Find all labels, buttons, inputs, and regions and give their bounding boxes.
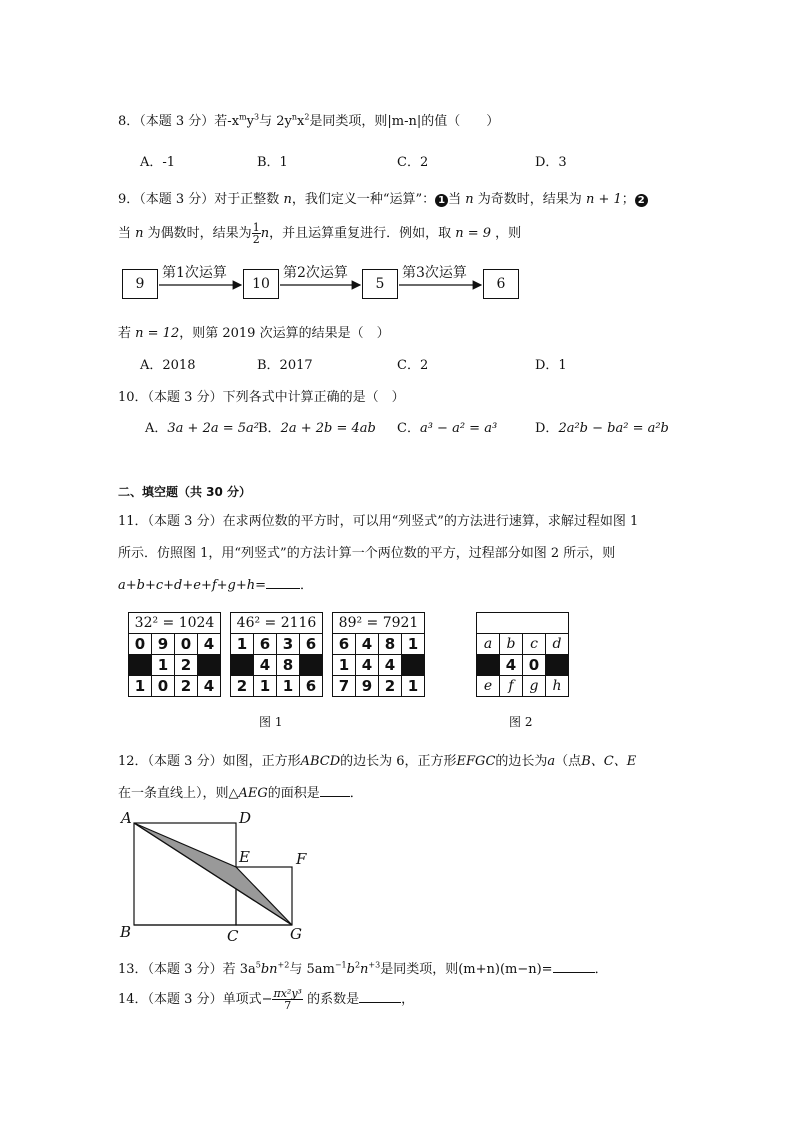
- fig1-caption: 图 1: [259, 715, 283, 729]
- grid-header: 32² = 1024: [129, 613, 221, 634]
- flow-label-2: 第2次运算: [283, 265, 348, 281]
- flow-box-4: 6: [483, 269, 519, 299]
- flow-arrows: [0, 0, 794, 320]
- fig2-grid: a b c d 4 0 e f g h: [476, 612, 569, 697]
- grid-header: 46² = 2116: [231, 613, 323, 634]
- label-a: A: [121, 809, 132, 827]
- label-g: G: [290, 925, 302, 943]
- q8-text: x: [296, 114, 305, 129]
- q12-line2: 在一条直线上），则△AEG的面积是 ．: [118, 786, 363, 801]
- section-title: 二、填空题（共 30 分）: [118, 485, 252, 499]
- q9-option-c[interactable]: C．2: [397, 358, 429, 373]
- answer-blank: [266, 588, 300, 589]
- q13-stem: 13．（本题 3 分）若 $3a^5bn^{+2}$与 $5am^{-1}b^2n^{+3}$是同类项，则(m+n)(m−n)= ．: [118, 960, 608, 977]
- q9-option-b[interactable]: B．2017: [257, 358, 313, 373]
- q8-option-c[interactable]: C．2: [397, 155, 429, 170]
- fraction-monomial: $\frac{\text{πx²y³}}{7}$: [273, 987, 302, 1012]
- q8-text: 8．（本题 3 分）若-x: [118, 114, 240, 129]
- q14-stem: 14．（本题 3 分）单项式− $\frac{\text{πx²y³}}{7}$ 的系数是 ，: [118, 987, 415, 1012]
- q9-line2: 当 n 为偶数时，结果为 $\frac{1}{2}$ n，并且运算重复进行．例如，取 n = 9 ，则: [118, 221, 522, 246]
- q8-option-a[interactable]: A．-1: [140, 155, 176, 170]
- label-e: E: [239, 848, 250, 866]
- fig2-caption: 图 2: [509, 715, 533, 729]
- square-figure: [110, 808, 320, 948]
- q11-line2: 所示．仿照图 1，用“列竖式”的方法计算一个两位数的平方，过程部分如图 2 所示，则: [118, 546, 616, 561]
- label-f: F: [296, 850, 307, 868]
- q8-sup: m: [239, 112, 247, 122]
- q10-option-b[interactable]: B．2a + 2b = 4ab: [258, 421, 376, 436]
- flow-label-3: 第3次运算: [402, 265, 467, 281]
- fig1-grid-1: 32² = 1024 0 9 0 4 1 2 1 0 2 4: [128, 612, 221, 697]
- fig1-grid-2: 46² = 2116 1 6 3 6 4 8 2 1 1 6: [230, 612, 323, 697]
- q9-line3: 若 n = 12，则第 2019 次运算的结果是（ ）: [118, 326, 390, 341]
- q11-line1: 11．（本题 3 分）在求两位数的平方时，可以用“列竖式”的方法进行速算，求解过程如图 1: [118, 514, 639, 529]
- q8-option-d[interactable]: D．3: [535, 155, 567, 170]
- answer-blank: [320, 796, 350, 797]
- q8-text: 是同类项，则|m-n|的值（ ）: [309, 114, 500, 129]
- fraction-half: $\frac{1}{2}$: [252, 221, 260, 246]
- q10-option-c[interactable]: C．a³ − a² = a³: [397, 421, 498, 436]
- q8-sup: n: [291, 112, 297, 122]
- q8-option-b[interactable]: B．1: [257, 155, 288, 170]
- label-b: B: [120, 923, 132, 941]
- label-d: D: [239, 809, 252, 827]
- q9-option-d[interactable]: D．1: [535, 358, 567, 373]
- q9-option-a[interactable]: A．2018: [140, 358, 196, 373]
- circled-number-2: 2: [635, 194, 648, 207]
- flow-label-1: 第1次运算: [162, 265, 227, 281]
- q8-text: 与 2y: [259, 114, 292, 129]
- q8-sup: 3: [253, 112, 260, 122]
- answer-blank: [553, 972, 595, 973]
- flow-box-2: 10: [243, 269, 279, 299]
- q8-sup: 2: [304, 112, 310, 122]
- q10-option-a[interactable]: A．3a + 2a = 5a²: [145, 421, 259, 436]
- q10-option-d[interactable]: D．2a²b − ba² = a²b: [535, 421, 669, 436]
- q10-stem: 10．（本题 3 分）下列各式中计算正确的是（ ）: [118, 390, 405, 405]
- q8-text: y: [246, 114, 254, 129]
- circled-number-1: 1: [435, 194, 448, 207]
- grid-header: 89² = 7921: [333, 613, 425, 634]
- fig1-grid-3: 89² = 7921 6 4 8 1 1 4 4 7 9 2 1: [332, 612, 425, 697]
- flow-box-3: 5: [362, 269, 398, 299]
- answer-blank: [359, 1002, 401, 1003]
- label-c: C: [227, 927, 239, 945]
- q9-line1: 9．（本题 3 分）对于正整数 n，我们定义一种“运算”： 1 当 n 为奇数时，结果为 n + 1； 2: [118, 188, 648, 207]
- q12-line1: 12．（本题 3 分）如图，正方形ABCD的边长为 6，正方形EFGC的边长为a（点B、C、E: [118, 754, 637, 769]
- flow-box-1: 9: [122, 269, 158, 299]
- q11-line3: a+b+c+d+e+f+g+h= ．: [118, 578, 314, 593]
